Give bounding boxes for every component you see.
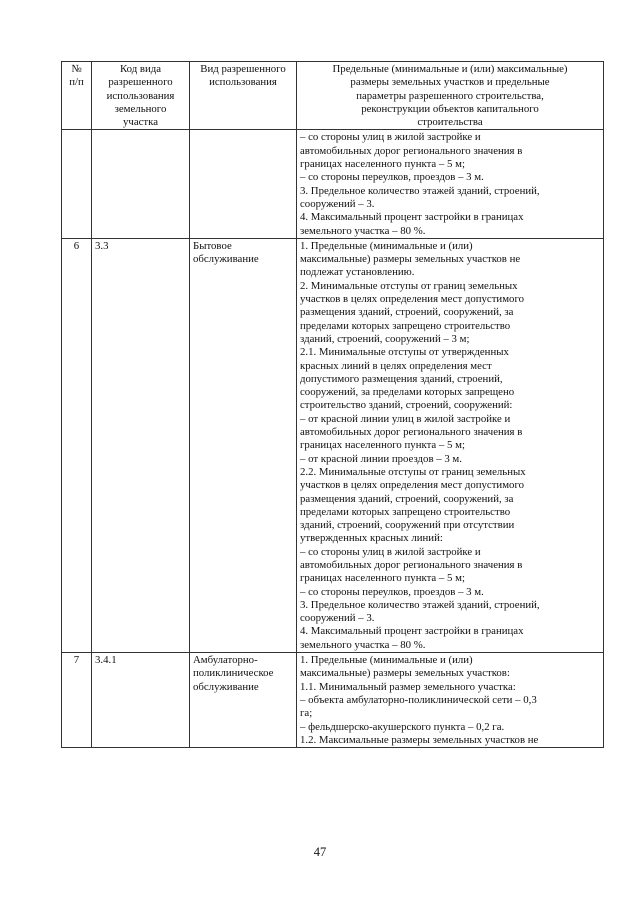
row-parameters: [297, 130, 604, 238]
text-line: 1.1. Минимальный размер земельного участка:: [300, 680, 516, 693]
header-parameters: [297, 62, 604, 130]
header-number: [62, 62, 92, 130]
text-line: земельного участка – 80 %.: [300, 224, 426, 237]
text-line: размещения зданий, строений, сооружений, за: [300, 306, 514, 319]
text-line: участка: [122, 116, 158, 129]
text-line: зданий, строений, сооружений – 3 м;: [300, 332, 470, 345]
text-line: Предельные (минимальные и (или) максимальные): [332, 63, 568, 75]
text-line: – фельдшерско-акушерского пункта – 0,2 га.: [300, 720, 505, 733]
text-line: 2. Минимальные отступы от границ земельных: [300, 279, 518, 292]
page-number: 47: [313, 845, 327, 859]
text-line: – со стороны переулков, проездов – 3 м.: [300, 171, 484, 184]
row-use-kind: [190, 653, 297, 748]
row-use-code: [92, 238, 190, 652]
text-line: земельного участка – 80 %.: [300, 638, 426, 651]
text-line: 4. Максимальный процент застройки в границах: [300, 211, 524, 224]
text-line: участков в целях определения мест допустимого: [300, 293, 525, 306]
text-line: обслуживание: [193, 253, 259, 266]
row-use-kind: [190, 130, 297, 238]
text-line: га;: [300, 707, 313, 720]
text-line: разрешенного: [108, 76, 173, 89]
text-line: 1. Предельные (минимальные и (или): [300, 654, 473, 667]
text-line: п/п: [69, 76, 84, 89]
text-line: границах населенного пункта – 5 м;: [300, 572, 465, 585]
text-line: красных линий в целях определения мест: [300, 359, 492, 372]
text-line: обслуживание: [193, 680, 259, 693]
text-line: пределами которых запрещено строительство: [300, 319, 511, 332]
text-line: Бытовое: [193, 239, 232, 252]
text-line: максимальные) размеры земельных участков:: [300, 667, 510, 680]
text-line: Амбулаторно-: [193, 654, 258, 667]
text-line: использования: [106, 89, 175, 102]
text-line: зданий, строений, сооружений при отсутствии: [300, 519, 515, 532]
row-number: 6: [62, 238, 92, 652]
text-line: 3.4.1: [95, 654, 117, 667]
text-line: – от красной линии улиц в жилой застройке и: [300, 412, 511, 425]
text-line: границах населенного пункта – 5 м;: [300, 158, 465, 171]
text-line: утвержденных красных линий:: [300, 532, 443, 545]
table-row: [62, 238, 604, 652]
text-line: участков в целях определения мест допустимого: [300, 479, 525, 492]
text-line: 3. Предельное количество этажей зданий, строений,: [300, 184, 540, 197]
text-line: – со стороны переулков, проездов – 3 м.: [300, 585, 484, 598]
text-line: размещения зданий, строений, сооружений, за: [300, 492, 514, 505]
text-line: допустимого размещения зданий, строений,: [300, 372, 503, 385]
text-line: – со стороны улиц в жилой застройке и: [300, 131, 481, 144]
row-parameters: [297, 653, 604, 748]
text-line: параметры разрешенного строительства,: [356, 89, 544, 102]
text-line: 1. Предельные (минимальные и (или): [300, 239, 473, 252]
text-line: пределами которых запрещено строительство: [300, 505, 511, 518]
text-line: сооружений – 3.: [300, 612, 375, 625]
text-line: размеры земельных участков и предельные: [350, 76, 550, 89]
text-line: границах населенного пункта – 5 м;: [300, 439, 465, 452]
regulations-table: [61, 61, 604, 748]
text-line: 3. Предельное количество этажей зданий, строений,: [300, 598, 540, 611]
text-line: 2.2. Минимальные отступы от границ земельных: [300, 465, 526, 478]
text-line: сооружений – 3.: [300, 197, 375, 210]
text-line: строительства: [417, 116, 483, 129]
header-use-code: [92, 62, 190, 130]
row-use-code: [92, 130, 190, 238]
text-line: автомобильных дорог регионального значения в: [300, 558, 523, 571]
text-line: 2.1. Минимальные отступы от утвержденных: [300, 346, 509, 359]
table-header-row: [62, 62, 604, 130]
table-row: [62, 653, 604, 748]
text-line: №: [71, 63, 82, 75]
table-row: [62, 130, 604, 238]
text-line: 3.3: [95, 239, 109, 252]
text-line: – от красной линии проездов – 3 м.: [300, 452, 462, 465]
text-line: подлежат установлению.: [300, 266, 415, 279]
text-line: – объекта амбулаторно-поликлинической сети – 0,3: [300, 693, 537, 706]
text-line: 4. Максимальный процент застройки в границах: [300, 625, 524, 638]
text-line: Код вида: [119, 63, 162, 75]
text-line: строительство зданий, строений, сооружений:: [300, 399, 513, 412]
text-line: – со стороны улиц в жилой застройке и: [300, 545, 481, 558]
text-line: 1.2. Максимальные размеры земельных участков не: [300, 733, 539, 746]
text-line: использования: [209, 76, 277, 89]
row-use-kind: [190, 238, 297, 652]
row-use-code: [92, 653, 190, 748]
header-use-kind: [190, 62, 297, 130]
text-line: автомобильных дорог регионального значения в: [300, 144, 523, 157]
text-line: реконструкции объектов капитального: [361, 102, 539, 115]
text-line: максимальные) размеры земельных участков не: [300, 253, 521, 266]
text-line: земельного: [114, 102, 167, 115]
text-line: автомобильных дорог регионального значения в: [300, 426, 523, 439]
row-number: [62, 130, 92, 238]
text-line: Вид разрешенного: [200, 63, 286, 75]
text-line: поликлиническое: [193, 667, 274, 680]
text-line: сооружений, за пределами которых запрещено: [300, 386, 515, 399]
row-number: 7: [62, 653, 92, 748]
row-parameters: [297, 238, 604, 652]
